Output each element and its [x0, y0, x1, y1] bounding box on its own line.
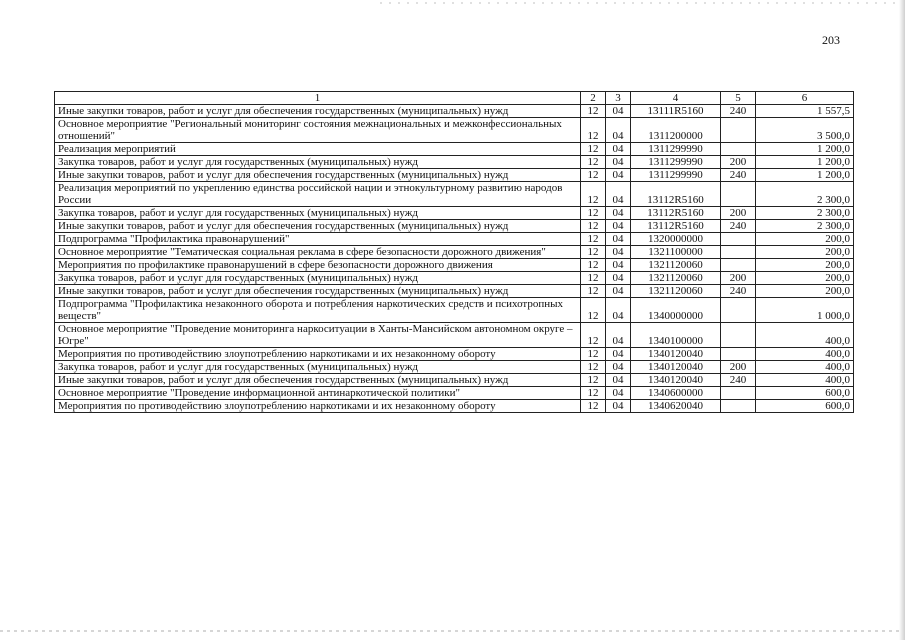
column-header-5: 5 — [721, 92, 756, 105]
row-name: Мероприятия по профилактике правонарушений в сфере безопасности дорожного движения — [55, 259, 581, 272]
row-name: Закупка товаров, работ и услуг для государственных (муниципальных) нужд — [55, 207, 581, 220]
table-row — [55, 246, 854, 259]
row-target-article: 1340000000 — [631, 298, 721, 323]
row-target-article: 1311200000 — [631, 118, 721, 143]
row-section: 12 — [581, 220, 606, 233]
row-amount: 400,0 — [756, 361, 854, 374]
row-expense-type — [721, 143, 756, 156]
row-expense-type — [721, 233, 756, 246]
row-subsection: 04 — [606, 374, 631, 387]
row-amount: 400,0 — [756, 323, 854, 348]
row-expense-type: 240 — [721, 220, 756, 233]
row-name: Мероприятия по противодействию злоупотреблению наркотиками и их незаконному обороту — [55, 348, 581, 361]
row-expense-type — [721, 348, 756, 361]
row-name: Иные закупки товаров, работ и услуг для обеспечения государственных (муниципальных) нужд — [55, 105, 581, 118]
row-section: 12 — [581, 374, 606, 387]
row-expense-type: 240 — [721, 374, 756, 387]
table-row — [55, 118, 854, 143]
row-section: 12 — [581, 348, 606, 361]
row-target-article: 1311299990 — [631, 156, 721, 169]
row-subsection: 04 — [606, 207, 631, 220]
row-target-article: 1321100000 — [631, 246, 721, 259]
row-amount: 200,0 — [756, 246, 854, 259]
row-name: Закупка товаров, работ и услуг для государственных (муниципальных) нужд — [55, 361, 581, 374]
row-amount: 600,0 — [756, 387, 854, 400]
row-subsection: 04 — [606, 323, 631, 348]
row-amount: 1 200,0 — [756, 169, 854, 182]
table-row — [55, 374, 854, 387]
table-body — [55, 105, 854, 413]
column-header-2: 2 — [581, 92, 606, 105]
row-amount: 1 200,0 — [756, 156, 854, 169]
page-number: 203 — [822, 33, 840, 47]
column-header-4: 4 — [631, 92, 721, 105]
row-target-article: 1321120060 — [631, 259, 721, 272]
table-row — [55, 169, 854, 182]
row-subsection: 04 — [606, 156, 631, 169]
row-subsection: 04 — [606, 361, 631, 374]
table-row — [55, 143, 854, 156]
row-section: 12 — [581, 298, 606, 323]
row-expense-type — [721, 118, 756, 143]
row-amount: 1 200,0 — [756, 143, 854, 156]
row-amount: 400,0 — [756, 348, 854, 361]
row-subsection: 04 — [606, 143, 631, 156]
row-section: 12 — [581, 182, 606, 207]
row-target-article: 1321120060 — [631, 272, 721, 285]
row-target-article: 1311299990 — [631, 143, 721, 156]
row-section: 12 — [581, 400, 606, 413]
row-expense-type — [721, 323, 756, 348]
row-expense-type: 200 — [721, 361, 756, 374]
row-section: 12 — [581, 387, 606, 400]
table-row — [55, 272, 854, 285]
row-target-article: 1320000000 — [631, 233, 721, 246]
row-amount: 600,0 — [756, 400, 854, 413]
row-expense-type — [721, 182, 756, 207]
budget-table — [54, 91, 854, 413]
row-amount: 1 000,0 — [756, 298, 854, 323]
row-name: Иные закупки товаров, работ и услуг для обеспечения государственных (муниципальных) нужд — [55, 285, 581, 298]
row-expense-type — [721, 387, 756, 400]
table-row — [55, 361, 854, 374]
row-name: Основное мероприятие "Тематическая социальная реклама в сфере безопасности дорожного движения" — [55, 246, 581, 259]
row-target-article: 1340120040 — [631, 348, 721, 361]
row-section: 12 — [581, 207, 606, 220]
table-row — [55, 285, 854, 298]
row-section: 12 — [581, 169, 606, 182]
table-row — [55, 182, 854, 207]
row-name: Основное мероприятие "Проведение мониторинга наркоситуации в Ханты-Мансийском автономном округе – Югре" — [55, 323, 581, 348]
row-subsection: 04 — [606, 285, 631, 298]
row-target-article: 1340120040 — [631, 361, 721, 374]
row-target-article: 1340100000 — [631, 323, 721, 348]
row-subsection: 04 — [606, 259, 631, 272]
row-amount: 200,0 — [756, 272, 854, 285]
table-row — [55, 259, 854, 272]
row-expense-type — [721, 259, 756, 272]
row-name: Реализация мероприятий — [55, 143, 581, 156]
row-expense-type — [721, 400, 756, 413]
row-amount: 400,0 — [756, 374, 854, 387]
table-row — [55, 220, 854, 233]
table-row — [55, 387, 854, 400]
row-target-article: 1311299990 — [631, 169, 721, 182]
row-subsection: 04 — [606, 400, 631, 413]
row-subsection: 04 — [606, 182, 631, 207]
scan-artifact-bottom — [0, 630, 905, 632]
row-section: 12 — [581, 272, 606, 285]
row-name: Закупка товаров, работ и услуг для государственных (муниципальных) нужд — [55, 272, 581, 285]
row-expense-type: 240 — [721, 105, 756, 118]
row-name: Реализация мероприятий по укреплению единства российской нации и этнокультурному развитию народов России — [55, 182, 581, 207]
row-subsection: 04 — [606, 233, 631, 246]
table-row — [55, 298, 854, 323]
table-row — [55, 323, 854, 348]
row-subsection: 04 — [606, 169, 631, 182]
scan-edge — [899, 0, 905, 640]
table-row — [55, 105, 854, 118]
row-target-article: 13112R5160 — [631, 207, 721, 220]
row-section: 12 — [581, 156, 606, 169]
row-name: Закупка товаров, работ и услуг для государственных (муниципальных) нужд — [55, 156, 581, 169]
table-row — [55, 348, 854, 361]
row-section: 12 — [581, 323, 606, 348]
row-section: 12 — [581, 233, 606, 246]
row-section: 12 — [581, 361, 606, 374]
row-subsection: 04 — [606, 387, 631, 400]
row-name: Мероприятия по противодействию злоупотреблению наркотиками и их незаконному обороту — [55, 400, 581, 413]
table-header-row — [55, 92, 854, 105]
row-expense-type: 240 — [721, 285, 756, 298]
column-header-1: 1 — [55, 92, 581, 105]
row-section: 12 — [581, 118, 606, 143]
row-subsection: 04 — [606, 272, 631, 285]
row-expense-type — [721, 298, 756, 323]
row-subsection: 04 — [606, 348, 631, 361]
row-expense-type: 200 — [721, 156, 756, 169]
row-amount: 200,0 — [756, 233, 854, 246]
row-section: 12 — [581, 285, 606, 298]
row-subsection: 04 — [606, 246, 631, 259]
row-section: 12 — [581, 105, 606, 118]
row-amount: 2 300,0 — [756, 182, 854, 207]
row-expense-type: 200 — [721, 272, 756, 285]
row-subsection: 04 — [606, 118, 631, 143]
table-row — [55, 207, 854, 220]
table-row — [55, 156, 854, 169]
column-header-3: 3 — [606, 92, 631, 105]
column-header-6: 6 — [756, 92, 854, 105]
row-name: Иные закупки товаров, работ и услуг для обеспечения государственных (муниципальных) нужд — [55, 220, 581, 233]
row-expense-type: 200 — [721, 207, 756, 220]
row-target-article: 13112R5160 — [631, 220, 721, 233]
row-section: 12 — [581, 246, 606, 259]
row-amount: 2 300,0 — [756, 207, 854, 220]
row-target-article: 1340600000 — [631, 387, 721, 400]
row-section: 12 — [581, 143, 606, 156]
table-row — [55, 400, 854, 413]
table-row — [55, 233, 854, 246]
row-target-article: 1321120060 — [631, 285, 721, 298]
row-name: Основное мероприятие "Проведение информационной антинаркотической политики" — [55, 387, 581, 400]
row-subsection: 04 — [606, 220, 631, 233]
row-amount: 2 300,0 — [756, 220, 854, 233]
row-expense-type — [721, 246, 756, 259]
row-section: 12 — [581, 259, 606, 272]
row-amount: 200,0 — [756, 259, 854, 272]
row-name: Основное мероприятие "Региональный мониторинг состояния межнациональных и межконфессиональных отношений" — [55, 118, 581, 143]
row-amount: 200,0 — [756, 285, 854, 298]
row-subsection: 04 — [606, 298, 631, 323]
row-name: Подпрограмма "Профилактика правонарушений" — [55, 233, 581, 246]
row-target-article: 13112R5160 — [631, 182, 721, 207]
row-amount: 1 557,5 — [756, 105, 854, 118]
row-expense-type: 240 — [721, 169, 756, 182]
row-name: Иные закупки товаров, работ и услуг для обеспечения государственных (муниципальных) нужд — [55, 374, 581, 387]
row-target-article: 1340120040 — [631, 374, 721, 387]
row-name: Подпрограмма "Профилактика незаконного оборота и потребления наркотических средств и психотропных веществ" — [55, 298, 581, 323]
row-name: Иные закупки товаров, работ и услуг для обеспечения государственных (муниципальных) нужд — [55, 169, 581, 182]
row-target-article: 13111R5160 — [631, 105, 721, 118]
row-amount: 3 500,0 — [756, 118, 854, 143]
scan-artifact-top — [380, 2, 900, 4]
row-target-article: 1340620040 — [631, 400, 721, 413]
row-subsection: 04 — [606, 105, 631, 118]
